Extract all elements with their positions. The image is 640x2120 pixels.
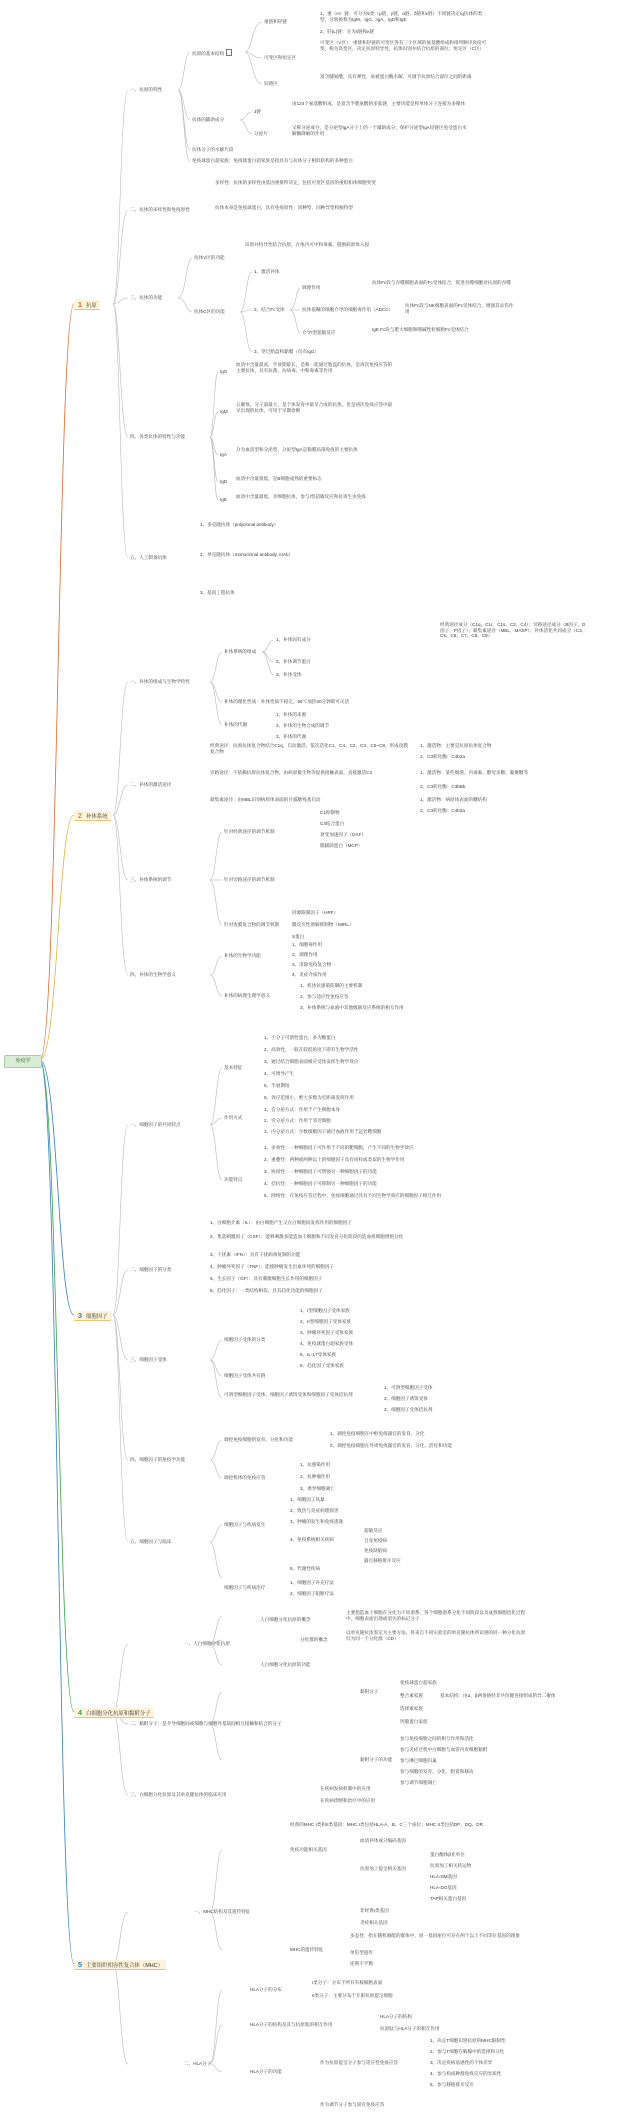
ch4-s2-a1: 免疫球蛋白超家族 xyxy=(400,1680,437,1685)
ch1-s5-t1: 1、多克隆抗体（polyclonal antibody） xyxy=(200,522,279,527)
ch2-s3-c[interactable]: 针对攻膜复合物的调节机制 xyxy=(224,922,280,927)
ch2-s4-b[interactable]: 补体的病理生理学意义 xyxy=(224,993,270,998)
ch5-s2-c1: 作为抗原提呈分子参与适应性免疫应答 xyxy=(320,2060,399,2065)
ch3-s2[interactable]: 二、细胞因子的分类 xyxy=(130,1267,172,1272)
ch1-s1-b2-text: 又称分泌成分，是分泌型IgA分子上的一个辅助成分，保护分泌型IgA铰链区免受蛋白水解酶降解的作用 xyxy=(292,125,467,136)
ch2-s4-a2: 2、调理作用 xyxy=(292,952,318,957)
ch1-s1-a3[interactable]: 铰链区 xyxy=(264,81,278,86)
ch5-s2-c[interactable]: HLA分子的功能 xyxy=(250,2069,282,2074)
ch5-s1-a21: 蛋白酶体β亚单位 xyxy=(430,1852,465,1857)
ch1-s3-a[interactable]: 抗体V区的功能 xyxy=(194,255,225,260)
ch2-s3-a1: C1抑制物 xyxy=(320,810,340,815)
ch1-s3-b1[interactable]: 1、激活补体 xyxy=(254,269,280,274)
ch3-s4-b[interactable]: 调控机体的免疫应答 xyxy=(224,1475,266,1480)
ch3-s1-c3: 3、协同性：一种细胞因子可增强另一种细胞因子的功能 xyxy=(264,1169,377,1174)
chapter-5-title: 主要组织相容性复合体（MHC） xyxy=(86,1963,163,1969)
ch2-s4-b1: 1、机体抗感染防御的主要机制 xyxy=(300,983,363,988)
ch3-s5-a42: 自身免疫病 xyxy=(364,1538,387,1543)
ch3-s5-a4: 4、免疫系统相关疾病 xyxy=(290,1537,334,1542)
ch3-s3-a3: 3、肿瘤坏死因子受体家族 xyxy=(300,1330,354,1335)
ch5-s2[interactable]: 二、HLA分子 xyxy=(184,2061,212,2066)
ch1-s5[interactable]: 五、人工制备抗体 xyxy=(130,555,167,560)
ch1-s2[interactable]: 二、抗体的多样性和免疫原性 xyxy=(130,207,190,212)
ch2-s4-a1: 1、细胞毒作用 xyxy=(292,942,323,947)
ch2-s2-c[interactable]: 凝集素途径：由MBL识别病原体表面的甘露糖残基启动 xyxy=(210,797,321,802)
ch4-s2-b1: 参与免疫细胞之间的相互作用和活化 xyxy=(400,1736,474,1741)
ch5-s1-b1: 多态性：指在随机婚配的群体中，同一基因座位可存在两个以上不同等位基因的现象 xyxy=(350,1933,520,1938)
ch3-s5-a3: 3、肿瘤的发生和免疫逃逸 xyxy=(290,1519,344,1524)
ch2-s2[interactable]: 二、补体的激活途径 xyxy=(130,782,172,787)
ch4-s1-a-text: 主要指造血干细胞在分化为不同谱系、各个细胞谱系分化不同阶段以及成熟细胞活化过程中，细胞表面出现或消失的标记分子 xyxy=(346,1610,526,1621)
ch2-s3-a3: 衰变加速因子（DAF） xyxy=(320,832,366,837)
ch3-s1-c1: 1、多效性：一种细胞因子可作用于不同的靶细胞，产生不同的生物学效应 xyxy=(264,1145,414,1150)
ch1-s4-iga-text: 分为血清型和分泌型，分泌型IgA是黏膜局部免疫的主要抗体 xyxy=(236,447,358,452)
chapter-number-1: 1 xyxy=(77,300,83,309)
ch1-s1-basic-structure[interactable] xyxy=(192,49,232,57)
ch5-s2-c13: 3、决定疾病易感性的个体差异 xyxy=(430,2060,493,2065)
ch3-s5-a2: 2、致热与炎症病理损害 xyxy=(290,1508,339,1513)
ch5-s2-c15: 5、参与移植排斥反应 xyxy=(430,2082,474,2087)
ch3-s4-a1: 1、调控免疫细胞在中枢免疫器官的发育、分化 xyxy=(330,1431,425,1436)
ch2-s3-b[interactable]: 针对旁路途径的调节机制 xyxy=(224,877,275,882)
ch2-s1-a1-text: 经典途径成分（C1q、C1r、C1s、C2、C4）；旁路途径成分（B因子、D因子、P因子）；凝集素途径（MBL、MASP）；补体活化共同成分（C3、C5、C6、C7、C8、C9） xyxy=(440,622,587,639)
ch1-s4-igg[interactable]: IgG xyxy=(220,369,228,374)
ch3-s1-a5: 5、半衰期短 xyxy=(264,1083,290,1088)
ch3-s4-b3: 3、诱导细胞凋亡 xyxy=(300,1486,335,1491)
ch5-s1-a2: 抗原加工提呈相关基因 xyxy=(360,1866,406,1871)
ch2-s1-c3: 3、补体的代谢 xyxy=(276,734,307,739)
ch1-s2-text2: 抗体本身是免疫球蛋白，具有免疫原性：同种型、同种异型和独特型 xyxy=(215,205,353,210)
ch3-s3-a2: 2、II型细胞因子受体家族 xyxy=(300,1319,352,1324)
ch1-s4-igg-text: 血清中含量最高，半衰期最长，是唯一能通过胎盘的抗体，是再次免疫应答的主要抗体，具有抗菌、抗病毒、中和毒素等作用 xyxy=(236,362,393,373)
ch2-s1-a1[interactable]: 1、补体固有成分 xyxy=(276,637,311,642)
ch4-s2-a2: 整合素家族 xyxy=(400,1693,423,1698)
ch1-s3-b2-1-text: 抗体Fc段与吞噬细胞表面的Fc受体结合，促进吞噬细胞对抗原的吞噬 xyxy=(372,280,511,285)
ch5-s2-c2: 作为调节分子参与固有免疫应答 xyxy=(320,2102,385,2107)
ch4-s3-1: 在疾病发病机制中的应用 xyxy=(320,1786,371,1791)
ch1-s4-igm[interactable]: IgM xyxy=(220,409,228,414)
chapter-2-node[interactable] xyxy=(74,811,111,821)
ch5-s1-a4: 炎症相关基因 xyxy=(360,1920,388,1925)
ch2-s2-c2: 2、C3转化酶：C4b2a xyxy=(420,808,465,813)
ch3-s1-b1: 1、自分泌方式：作用于产生细胞本身 xyxy=(264,1107,341,1112)
ch3-s1-a2: 2、高效性，一般在较低浓度下即有生物学活性 xyxy=(264,1047,359,1052)
ch2-s4-a[interactable]: 补体的生物学功能 xyxy=(224,953,261,958)
ch3-s2-6: 6、趋化因子：一类结构相似、具有趋化功能的细胞因子 xyxy=(210,1288,323,1293)
ch3-s2-3: 3、干扰素（IFN）：具有干扰病毒复制的功能 xyxy=(210,1252,301,1257)
ch2-s3-a[interactable]: 针对经典途径的调节机制 xyxy=(224,829,275,834)
ch3-s5-a44: 器官移植排斥反应 xyxy=(364,1558,401,1563)
ch3-s2-1: 1、白细胞介素（IL）：由白细胞产生又在白细胞间发挥作用的细胞因子 xyxy=(210,1220,352,1225)
ch1-s4-ige-text: 血清中含量最低，亲细胞抗体，参与I型超敏反应和抗寄生虫免疫 xyxy=(236,494,366,499)
ch5-s1-a24: HLA-DO基因 xyxy=(430,1885,457,1890)
ch2-s4-b3: 3、补体系统与血液中其他级联反应系统的相互作用 xyxy=(300,1005,404,1010)
ch1-s3[interactable]: 三、抗体的功能 xyxy=(130,295,163,300)
ch5-s2-b2: 抗原肽与HLA分子的相互作用 xyxy=(380,2026,440,2031)
ch3-s3-a6: 6、趋化因子受体家族 xyxy=(300,1363,344,1368)
ch1-s3-b[interactable]: 抗体C区的功能 xyxy=(194,309,225,314)
ch1-s1-a1-text2: 2、轻(L)链：分为λ链和κ链 xyxy=(320,29,375,34)
ch1-s3-b2-3-text: IgE Fc段与肥大细胞和嗜碱性粒细胞Fc受体结合 xyxy=(372,327,469,332)
ch3-s3[interactable]: 三、细胞因子受体 xyxy=(130,1357,167,1362)
ch2-s4[interactable]: 四、补体的生物学意义 xyxy=(130,972,176,977)
ch1-s1-a2-text: 可变区（V区）：重链和轻链的可变区各有三个区域的氨基酸组成和排列顺序高度可变，称为高变区，决定抗原特异性，抗体识别并结合抗原的部位；恒定区（C区） xyxy=(320,40,487,51)
ch3-s2-2: 2、集落刺激因子（CSF）：能够刺激多能造血干细胞和不同发育分化阶段的造血祖细胞增殖分化 xyxy=(210,1234,404,1239)
ch5-s1-a22: 抗原加工相关转运物 xyxy=(430,1863,472,1868)
ch3-s3-a[interactable]: 细胞因子受体的分类 xyxy=(224,1337,266,1342)
ch1-s1-a1[interactable]: 重链和轻链 xyxy=(264,19,287,24)
ch3-s1-c5: 5、网络性：在免疫应答过程中，免疫细胞通过具有不同生物学效应的细胞因子相互作用 xyxy=(264,1193,442,1198)
ch1-s2-text1: 多样性：抗体的多样性由基因重排所决定，包括可变区基因的重组和体细胞突变 xyxy=(215,180,376,185)
ch3-s5[interactable]: 五、细胞因子与临床 xyxy=(130,1539,172,1544)
ch2-s1-c2: 2、补体的生物合成的调节 xyxy=(276,723,330,728)
ch3-s5-a[interactable]: 细胞因子与疾病发生 xyxy=(224,1522,266,1527)
ch4-s3[interactable]: 三、白细胞分化抗原及其单克隆抗体的临床应用 xyxy=(130,1792,227,1797)
ch1-s1-a-label: 抗原的基本结构 xyxy=(192,51,225,56)
ch4-s1-c[interactable]: 人白细胞分化抗原的功能 xyxy=(260,1662,311,1667)
ch3-s3-c3: 3、细胞因子受体拮抗剂 xyxy=(384,1407,433,1412)
chapter-2-title: 补体系统 xyxy=(86,814,108,820)
ch3-s1-b2: 2、旁分泌方式：作用于邻近细胞 xyxy=(264,1118,331,1123)
ch3-s5-a5: 5、代谢性疾病 xyxy=(290,1566,321,1571)
chapter-3-node[interactable] xyxy=(74,1311,111,1321)
ch4-s2-b2: 参与炎症过程中白细胞与血管内皮细胞黏附 xyxy=(400,1747,488,1752)
ch4-s2-b4: 参与细胞的发育、分化、附着和移动 xyxy=(400,1769,474,1774)
ch2-s3-a2: C4结合蛋白 xyxy=(320,821,345,826)
ch5-s2-a[interactable]: HLA分子的分布 xyxy=(250,1987,282,1992)
ch5-s2-c11: 1、决定T细胞识别抗原的MHC限制性 xyxy=(430,2038,506,2043)
ch3-s1-c2: 2、重叠性：两种或两种以上的细胞因子具有同样或类似的生物学作用 xyxy=(264,1157,405,1162)
ch2-s2-a2: 2、C3转化酶：C4b2a xyxy=(420,754,465,759)
ch2-s3-c1: 同源限制因子（HRF） xyxy=(292,910,339,915)
ch3-s1-c[interactable]: 功能特点 xyxy=(224,1177,243,1182)
ch2-s4-b2: 2、参与适应性免疫应答 xyxy=(300,994,349,999)
ch3-s3-a5: 5、IL-17受体家族 xyxy=(300,1352,336,1357)
ch3-s1-a6: 6、效应范围小，绝大多数为近距离发挥作用 xyxy=(264,1095,354,1100)
ch5-s1-a[interactable]: 免疫功能相关基因 xyxy=(290,1847,327,1852)
ch2-s1-a[interactable]: 补体系统的组成 xyxy=(224,649,257,654)
ch1-s4[interactable]: 四、各类抗体的特性与功能 xyxy=(130,434,186,439)
ch5-s2-b1: HLA分子的结构 xyxy=(380,2014,412,2019)
ch3-s5-b1: 1、细胞因子补充疗法 xyxy=(290,1580,334,1585)
ch1-s1-b[interactable]: 抗体的辅助成分 xyxy=(192,117,225,122)
ch1-s4-igd-text: 血清中含量很低，是B细胞成熟的重要标志 xyxy=(236,476,322,481)
ch1-s3-b2-2-text: 抗体Fc段与NK细胞表面的Fc受体结合，增强其杀伤作用 xyxy=(405,303,514,314)
ch2-s1[interactable]: 一、补体的组成与生物学特性 xyxy=(130,679,190,684)
ch3-s1-b[interactable]: 作用方式 xyxy=(224,1115,243,1120)
ch5-s1-b[interactable]: MHC的遗传特征 xyxy=(290,1947,324,1952)
ch4-s1-a[interactable]: 人白细胞分化抗原的概念 xyxy=(260,1617,311,1622)
ch1-s4-iga[interactable]: IgA xyxy=(220,452,227,457)
ch2-s1-c[interactable]: 补体的代谢 xyxy=(224,722,247,727)
ch4-s2[interactable]: 二、黏附分子：是介导细胞间或细胞与细胞外基质间相互接触和结合的分子 xyxy=(130,1721,282,1726)
ch1-s1-a1-text1: 1、重（H）链：可分为5类（μ链、γ链、α链、δ链和ε链）不同链决定Ig抗体的类型，分别被称为IgM、IgG、IgA、IgD和IgE xyxy=(320,11,483,22)
ch2-s2-a[interactable]: 经典途径：抗原抗体复合物结合C1q，启动激活，依次活化C1、C4、C2、C3、C5~C9，形成攻膜复合物 xyxy=(210,743,408,754)
ch1-s3-b2-2[interactable]: 抗体依赖的细胞介导的细胞毒作用（ADCC） xyxy=(302,307,394,312)
ch2-s2-b2: 2、C3转化酶：C3bBb xyxy=(420,784,466,789)
chapter-number-2: 2 xyxy=(77,811,83,820)
ch5-s1-b3: 连锁不平衡 xyxy=(350,1961,373,1966)
ch1-s3-b2[interactable]: 2、结合Fc受体 xyxy=(254,307,285,312)
chapter-4-node[interactable] xyxy=(74,1708,154,1718)
ch3-s3-a4: 4、免疫球蛋白超家族受体 xyxy=(300,1341,354,1346)
ch5-s1-b2: 单倍型遗传 xyxy=(350,1950,373,1955)
ch3-s2-4: 4、肿瘤坏死因子（TNF）：能使肿瘤发生出血坏死的细胞因子 xyxy=(210,1264,335,1269)
ch5-s2-a2: II类分子：主要分布于专职抗原提呈细胞 xyxy=(312,1993,393,1998)
ch3-s4-a2: 2、调控免疫细胞在外周免疫器官的发育、分化、活化和功能 xyxy=(330,1443,452,1448)
ch4-s2-a4: 钙黏蛋白家族 xyxy=(400,1719,428,1724)
ch5-s1-a3: 非经典I类基因 xyxy=(360,1908,389,1913)
ch2-s4-a4: 4、炎症介质作用 xyxy=(292,972,327,977)
chapter-number-5: 5 xyxy=(77,1960,83,1969)
chapter-5-node[interactable] xyxy=(74,1960,166,1970)
ch4-s2-b[interactable]: 黏附分子的功能 xyxy=(360,1757,393,1762)
ch3-s5-a43: 免疫缺陷病 xyxy=(364,1548,387,1553)
ch2-s2-c1: 1、激活物：病原体表面的糖结构 xyxy=(420,797,487,802)
ch4-s3-2: 在疾病诊断和治疗中的应用 xyxy=(320,1798,376,1803)
ch2-s3-a4: 膜辅助蛋白（MCP） xyxy=(320,843,363,848)
ch1-s1-d[interactable]: 免疫球蛋白超家族：免疫球蛋白超家族是指具有与抗体分子相似结构的多种蛋白 xyxy=(192,158,353,163)
ch1-s4-igd[interactable]: IgD xyxy=(220,479,228,484)
ch1-s1-a2[interactable]: 可变区和恒定区 xyxy=(264,55,297,60)
ch2-s1-a2[interactable]: 2、补体调节蛋白 xyxy=(276,659,311,664)
ch1-s1-c[interactable]: 抗体分子的水解片段 xyxy=(192,147,234,152)
ch1-s1-a3-text: 富含脯氨酸，具有弹性，易被蛋白酶水解，可调节抗原结合部位之间的距离 xyxy=(320,74,472,79)
ch4-s2-a[interactable]: 黏附分子 xyxy=(360,1689,379,1694)
ch1-s1-b1[interactable]: J链 xyxy=(254,109,261,114)
ch3-s1-b3: 3、内分泌方式：少数细胞因子通过血液作用于远处靶细胞 xyxy=(264,1129,382,1134)
ch3-s5-b2: 2、细胞因子阻断疗法 xyxy=(290,1591,334,1596)
ch2-s3[interactable]: 三、补体系统的调节 xyxy=(130,877,172,882)
ch3-s4[interactable]: 四、细胞因子的免疫学功能 xyxy=(130,1457,186,1462)
ch3-s4-b2: 2、抗肿瘤作用 xyxy=(300,1474,331,1479)
ch4-s2-b3: 参与淋巴细胞归巢 xyxy=(400,1758,437,1763)
ch4-s2-a3: 选择素家族 xyxy=(400,1706,423,1711)
chapter-3-title: 细胞因子 xyxy=(86,1314,108,1320)
ch5-s2-a1: I类分子：分布于所有有核细胞表面 xyxy=(312,1980,383,1985)
chapter-1-title: 抗原 xyxy=(86,303,97,309)
ch1-s5-t2: 2、单克隆抗体（monoclonal antibody, mAb） xyxy=(200,552,294,557)
ch3-s1[interactable]: 一、细胞因子的共同特点 xyxy=(130,1122,181,1127)
ch2-s2-b[interactable]: 旁路途径：不依赖抗原抗体复合物，由病原微生物等提供接触表面，直接激活C3 xyxy=(210,770,373,775)
ch4-s1-b-text: 以单克隆抗体鉴定为主要方法，将来自不同实验室的单克隆抗体所识别的同一种分化抗原归为同一个分化群（CD） xyxy=(346,1630,526,1641)
ch5-s1-text: 经典的MHC I类和II类基因：MHC I类包括HLA-A、B、C三个座位；MHC II类包括DP、DQ、DR xyxy=(290,1822,483,1827)
ch4-s1[interactable]: 一、人白细胞分化抗原 xyxy=(184,1641,230,1646)
ch2-s1-a3[interactable]: 3、补体受体 xyxy=(276,672,302,677)
chapter-number-3: 3 xyxy=(77,1311,83,1320)
ch3-s3-c2: 2、细胞因子诱饵受体 xyxy=(384,1396,428,1401)
ch2-s1-c1: 1、补体的来源 xyxy=(276,712,307,717)
ch3-s4-a[interactable]: 调控免疫细胞的发育、分化和功能 xyxy=(224,1437,293,1442)
ch3-s2-5: 5、生长因子（GF）：具有刺激细胞生长作用的细胞因子 xyxy=(210,1276,323,1281)
ch1-s3-b2-3[interactable]: 介导I型超敏反应 xyxy=(302,330,336,335)
ch5-s2-c14: 4、参与构成种群免疫反应的异质性 xyxy=(430,2071,502,2076)
ch1-s3-b3[interactable]: 3、穿过胎盘和黏膜（仅有IgG） xyxy=(254,349,320,354)
ch1-s3-a-text: 识别并特异性结合抗原，在体内可中和毒素、阻断病原体入侵 xyxy=(245,242,370,247)
ch3-s3-b[interactable]: 细胞因子受体共有链 xyxy=(224,1373,266,1378)
chapter-number-4: 4 xyxy=(77,1708,83,1717)
root-node[interactable]: 免疫学 xyxy=(4,1055,42,1068)
ch5-s2-b[interactable]: HLA分子的结构及其与抗原肽的相互作用 xyxy=(250,2022,333,2027)
ch1-s1-b1-text: 由124个氨基酸组成，是富含半胱氨酸的多肽链，主要功能是将单体分子连接为多聚体 xyxy=(292,101,466,106)
ch3-s1-a[interactable]: 基本特征 xyxy=(224,1065,243,1070)
chapter-1-node[interactable] xyxy=(74,300,100,310)
ch2-s3-c2: 膜反应性溶解抑制物（MIRL） xyxy=(292,922,354,927)
ch5-s1-a25: TAP相关蛋白基因 xyxy=(430,1896,467,1901)
ch3-s5-a41: 超敏反应 xyxy=(364,1528,383,1533)
ch5-s1[interactable]: 一、MHC结构及其遗传特征 xyxy=(194,1909,251,1914)
ch2-s1-b[interactable]: 补体的理化性质：补体性质不稳定，56℃加热30分钟即可灭活 xyxy=(224,699,350,704)
ch5-s2-c12: 2、参与T细胞在胸腺中的选择和分化 xyxy=(430,2049,505,2054)
ch1-s4-ige[interactable]: IgE xyxy=(220,497,227,502)
ch3-s1-a3: 3、通过结合细胞表面相应受体发挥生物学效应 xyxy=(264,1059,359,1064)
ch3-s3-c[interactable]: 可溶型细胞因子受体、细胞因子诱饵受体和细胞因子受体拮抗剂 xyxy=(224,1392,353,1397)
ch2-s4-a3: 3、清除免疫复合物 xyxy=(292,962,332,967)
ch1-s4-igm-text: 五聚体，分子量最大，是个体发育中最早合成的抗体，也是初次免疫应答中最早出现的抗体，可用于早期诊断 xyxy=(236,402,393,413)
ch2-s3-c3: S蛋白 xyxy=(292,934,305,939)
ch3-s5-b[interactable]: 细胞因子与疾病治疗 xyxy=(224,1585,266,1590)
ch4-s2-a2-text: 基本结构：由α、β两条链经非共价键连接组成的异二聚体 xyxy=(440,1693,556,1698)
ch5-s1-a1: 血清补体成分编码基因 xyxy=(360,1838,406,1843)
ch3-s3-a1: 1、I型细胞因子受体家族 xyxy=(300,1308,350,1313)
ch1-s1-b2[interactable]: 分泌片 xyxy=(254,131,268,136)
ch4-s2-b5: 参与调节细胞凋亡 xyxy=(400,1780,437,1785)
ch3-s1-c4: 4、拮抗性：一种细胞因子可抑制另一种细胞因子的功能 xyxy=(264,1181,377,1186)
ch3-s5-a1: 1、细胞因子风暴 xyxy=(290,1497,325,1502)
ch1-s1[interactable]: 一、抗原的特性 xyxy=(130,87,163,92)
chapter-4-title: 白细胞分化抗原和黏附分子 xyxy=(86,1711,151,1717)
ch1-s5-t3: 3、基因工程抗体 xyxy=(200,590,235,595)
document-icon xyxy=(226,49,232,56)
ch3-s1-a1: 1、小分子可溶性蛋白，多为糖蛋白 xyxy=(264,1035,336,1040)
ch3-s3-c1: 1、可溶型细胞因子受体 xyxy=(384,1385,433,1390)
ch3-s4-b1: 1、抗感染作用 xyxy=(300,1462,331,1467)
ch4-s1-b[interactable]: 分化群的概念 xyxy=(300,1637,328,1642)
ch2-s2-b1: 1、激活物：某些细菌、内毒素、酵母多糖、葡聚糖等 xyxy=(420,770,529,775)
ch3-s1-a4: 4、可诱导产生 xyxy=(264,1071,295,1076)
ch1-s3-b2-1[interactable]: 调理作用 xyxy=(302,285,321,290)
ch2-s2-a1: 1、激活物：主要是抗原抗体复合物 xyxy=(420,743,492,748)
ch5-s1-a23: HLA-DM基因 xyxy=(430,1874,457,1879)
